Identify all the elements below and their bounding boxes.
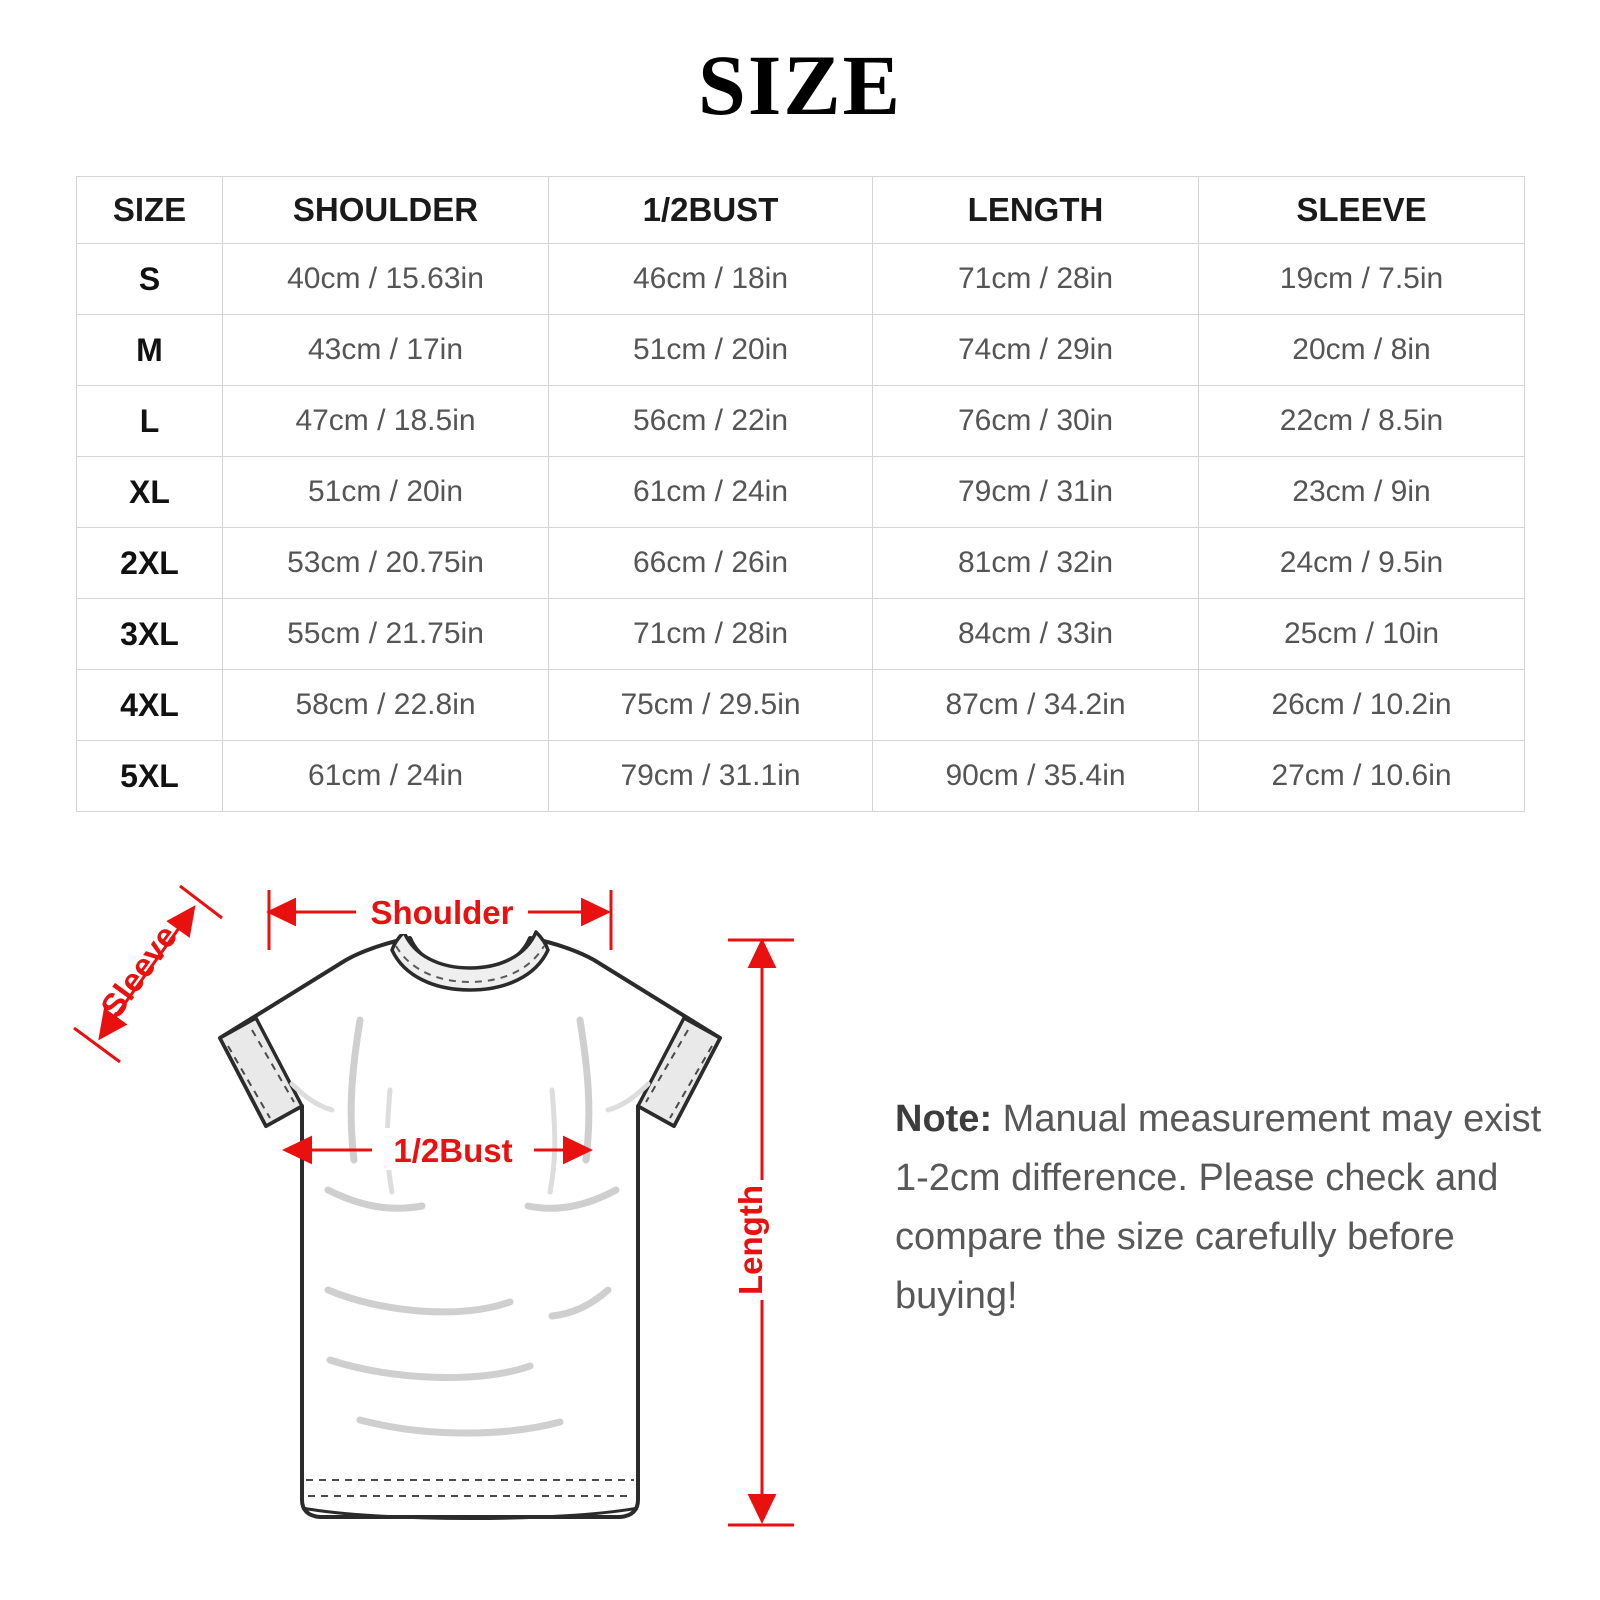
cell-shoulder: 40cm / 15.63in bbox=[223, 244, 549, 315]
shoulder-label: Shoulder bbox=[370, 894, 514, 931]
cell-size: XL bbox=[77, 457, 223, 528]
cell-length: 79cm / 31in bbox=[873, 457, 1199, 528]
table-row bbox=[77, 315, 1525, 386]
cell-size: 5XL bbox=[77, 741, 223, 812]
size-chart-table bbox=[76, 176, 1525, 812]
column-header-shoulder: SHOULDER bbox=[223, 177, 549, 244]
cell-sleeve: 23cm / 9in bbox=[1199, 457, 1525, 528]
bust-label: 1/2Bust bbox=[393, 1132, 513, 1169]
cell-shoulder: 58cm / 22.8in bbox=[223, 670, 549, 741]
table-row bbox=[77, 386, 1525, 457]
cell-shoulder: 43cm / 17in bbox=[223, 315, 549, 386]
cell-length: 87cm / 34.2in bbox=[873, 670, 1199, 741]
cell-sleeve: 25cm / 10in bbox=[1199, 599, 1525, 670]
cell-length: 74cm / 29in bbox=[873, 315, 1199, 386]
cell-length: 90cm / 35.4in bbox=[873, 741, 1199, 812]
cell-size: M bbox=[77, 315, 223, 386]
cell-length: 71cm / 28in bbox=[873, 244, 1199, 315]
cell-size: 2XL bbox=[77, 528, 223, 599]
cell-sleeve: 24cm / 9.5in bbox=[1199, 528, 1525, 599]
column-header-length: LENGTH bbox=[873, 177, 1199, 244]
cell-sleeve: 22cm / 8.5in bbox=[1199, 386, 1525, 457]
note-block bbox=[895, 1090, 1555, 1326]
cell-shoulder: 61cm / 24in bbox=[223, 741, 549, 812]
cell-shoulder: 47cm / 18.5in bbox=[223, 386, 549, 457]
tshirt-illustration bbox=[220, 932, 720, 1519]
note-label: Note: bbox=[895, 1098, 993, 1140]
cell-bust: 71cm / 28in bbox=[549, 599, 873, 670]
cell-bust: 51cm / 20in bbox=[549, 315, 873, 386]
cell-sleeve: 27cm / 10.6in bbox=[1199, 741, 1525, 812]
cell-shoulder: 55cm / 21.75in bbox=[223, 599, 549, 670]
page-title: SIZE bbox=[697, 37, 903, 133]
cell-sleeve: 20cm / 8in bbox=[1199, 315, 1525, 386]
cell-length: 81cm / 32in bbox=[873, 528, 1199, 599]
cell-shoulder: 51cm / 20in bbox=[223, 457, 549, 528]
sleeve-label: Sleeve bbox=[92, 918, 185, 1025]
note-text: Manual measurement may exist 1-2cm difference. Please check and compare the size carefully before buying! bbox=[895, 1098, 1542, 1317]
cell-sleeve: 19cm / 7.5in bbox=[1199, 244, 1525, 315]
cell-bust: 56cm / 22in bbox=[549, 386, 873, 457]
cell-size: 3XL bbox=[77, 599, 223, 670]
cell-size: 4XL bbox=[77, 670, 223, 741]
cell-size: S bbox=[77, 244, 223, 315]
table-row bbox=[77, 528, 1525, 599]
cell-bust: 66cm / 26in bbox=[549, 528, 873, 599]
column-header-bust: 1/2BUST bbox=[549, 177, 873, 244]
table-header-row bbox=[77, 177, 1525, 244]
cell-sleeve: 26cm / 10.2in bbox=[1199, 670, 1525, 741]
cell-bust: 61cm / 24in bbox=[549, 457, 873, 528]
cell-bust: 46cm / 18in bbox=[549, 244, 873, 315]
table-row bbox=[77, 244, 1525, 315]
cell-bust: 75cm / 29.5in bbox=[549, 670, 873, 741]
cell-size: L bbox=[77, 386, 223, 457]
length-label: Length bbox=[732, 1185, 769, 1295]
sleeve-measure-line bbox=[74, 886, 222, 1062]
table-row bbox=[77, 741, 1525, 812]
shoulder-measure-line bbox=[269, 890, 611, 950]
table-row bbox=[77, 599, 1525, 670]
cell-length: 84cm / 33in bbox=[873, 599, 1199, 670]
length-measure-line bbox=[724, 940, 802, 1525]
table-row bbox=[77, 457, 1525, 528]
tshirt-measurement-diagram bbox=[60, 860, 880, 1560]
cell-shoulder: 53cm / 20.75in bbox=[223, 528, 549, 599]
table-row bbox=[77, 670, 1525, 741]
column-header-sleeve: SLEEVE bbox=[1199, 177, 1525, 244]
cell-length: 76cm / 30in bbox=[873, 386, 1199, 457]
column-header-size: SIZE bbox=[77, 177, 223, 244]
cell-bust: 79cm / 31.1in bbox=[549, 741, 873, 812]
